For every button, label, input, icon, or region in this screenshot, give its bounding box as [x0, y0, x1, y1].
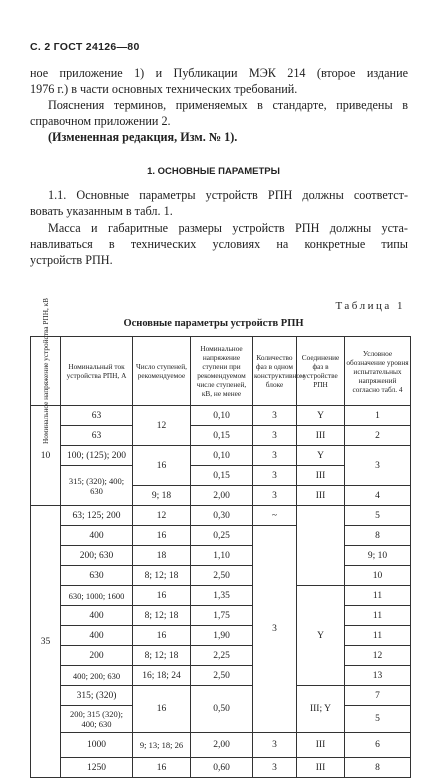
- table-row: [31, 626, 411, 646]
- table-row: [31, 733, 411, 758]
- cell-step-voltage: 0,10: [191, 406, 253, 426]
- cell-connection: III: [297, 733, 345, 758]
- cell-connection: [297, 506, 345, 586]
- table-caption: Основные параметры устройств РПН: [123, 318, 304, 329]
- text-line: 1976 г.) в части основных технических требований.: [30, 82, 298, 96]
- table-row: [31, 406, 411, 426]
- cell-current: 315; (320); 400; 630: [61, 466, 133, 506]
- cell-level: 8: [345, 526, 411, 546]
- cell-step-voltage: 0,15: [191, 466, 253, 486]
- cell-step-voltage: 0,10: [191, 446, 253, 466]
- cell-level: 1: [345, 406, 411, 426]
- header-current: Номинальный ток устройства РПН, А: [61, 337, 133, 406]
- cell-current: 400: [61, 526, 133, 546]
- cell-steps: 16: [133, 686, 191, 733]
- table-row: [31, 586, 411, 606]
- header-step-voltage: Номинальное напряжение ступени при рекомендуемом числе ступеней, кВ, не менее: [191, 337, 253, 406]
- cell-step-voltage: 2,25: [191, 646, 253, 666]
- cell-step-voltage: 1,75: [191, 606, 253, 626]
- cell-level: 5: [345, 706, 411, 733]
- cell-step-voltage: 1,35: [191, 586, 253, 606]
- header-voltage: Номинальное напряжение устройства РПН, кВ: [31, 337, 61, 406]
- cell-level: 12: [345, 646, 411, 666]
- cell-steps: 9; 13; 18; 26: [133, 733, 191, 758]
- cell-phases: 3: [253, 466, 297, 486]
- cell-phases: 3: [253, 526, 297, 733]
- cell-connection: III: [297, 486, 345, 506]
- cell-step-voltage: 0,15: [191, 426, 253, 446]
- cell-steps: 8; 12; 18: [133, 646, 191, 666]
- table-number: Таблица 1: [335, 300, 405, 312]
- cell-step-voltage: 1,90: [191, 626, 253, 646]
- text-line: ное приложение 1) и Публикации МЭК 214 (второе издание: [30, 66, 408, 80]
- table-row: [31, 506, 411, 526]
- cell-current: 630: [61, 566, 133, 586]
- cell-connection: III: [297, 758, 345, 778]
- cell-phases: 3: [253, 733, 297, 758]
- table-row: [31, 758, 411, 778]
- cell-current: 63: [61, 426, 133, 446]
- cell-level: 13: [345, 666, 411, 686]
- cell-current: 200; 315 (320); 400; 630: [61, 706, 133, 733]
- cell-step-voltage: 0,30: [191, 506, 253, 526]
- cell-level: 11: [345, 586, 411, 606]
- cell-connection: III: [297, 466, 345, 486]
- cell-current: 315; (320): [61, 686, 133, 706]
- cell-step-voltage: 0,50: [191, 686, 253, 733]
- text-line: навливаться в технических условиях на конкретные типы: [30, 237, 408, 251]
- header-phases: Количество фаз в одном конструктивном блоке: [253, 337, 297, 406]
- cell-current: 400: [61, 626, 133, 646]
- table-row: [31, 526, 411, 546]
- cell-connection: III: [297, 426, 345, 446]
- cell-voltage: 35: [31, 506, 61, 778]
- cell-level: 9; 10: [345, 546, 411, 566]
- cell-steps: 16: [133, 526, 191, 546]
- header-steps: Число ступеней, рекомендуемое: [133, 337, 191, 406]
- cell-level: 10: [345, 566, 411, 586]
- cell-step-voltage: 0,25: [191, 526, 253, 546]
- cell-current: 400: [61, 606, 133, 626]
- cell-step-voltage: 2,50: [191, 666, 253, 686]
- table-row: [31, 426, 411, 446]
- cell-step-voltage: 1,10: [191, 546, 253, 566]
- cell-steps: 18: [133, 546, 191, 566]
- cell-phases: 3: [253, 758, 297, 778]
- cell-current: 63: [61, 406, 133, 426]
- cell-steps: 16: [133, 626, 191, 646]
- cell-level: 8: [345, 758, 411, 778]
- cell-current: 200; 630: [61, 546, 133, 566]
- text-line: справочном приложении 2.: [30, 114, 171, 128]
- header-test-level: Условное обозначение уровня испытательных напряжений согласно табл. 4: [345, 337, 411, 406]
- cell-level: 6: [345, 733, 411, 758]
- cell-current: 63; 125; 200: [61, 506, 133, 526]
- cell-steps: 8; 12; 18: [133, 606, 191, 626]
- cell-step-voltage: 2,00: [191, 486, 253, 506]
- cell-step-voltage: 0,60: [191, 758, 253, 778]
- cell-steps: 12: [133, 506, 191, 526]
- cell-connection: III; Y: [297, 686, 345, 733]
- cell-level: 11: [345, 606, 411, 626]
- cell-current: 200: [61, 646, 133, 666]
- table-row: [31, 666, 411, 686]
- cell-connection: Y: [297, 406, 345, 426]
- table-row: [31, 546, 411, 566]
- cell-connection: Y: [297, 446, 345, 466]
- cell-steps: 16: [133, 586, 191, 606]
- cell-current: 1000: [61, 733, 133, 758]
- cell-phases: 3: [253, 426, 297, 446]
- header-connection: Соединение фаз в устройстве РПН: [297, 337, 345, 406]
- cell-steps: 9; 18: [133, 486, 191, 506]
- cell-phases: 3: [253, 406, 297, 426]
- cell-phases: 3: [253, 446, 297, 466]
- cell-current: 400; 200; 630: [61, 666, 133, 686]
- cell-step-voltage: 2,00: [191, 733, 253, 758]
- page-header: С. 2 ГОСТ 24126—80: [30, 41, 140, 53]
- text-line: устройств РПН.: [30, 253, 113, 267]
- cell-phases: ~: [253, 506, 297, 526]
- cell-step-voltage: 2,50: [191, 566, 253, 586]
- cell-level: 5: [345, 506, 411, 526]
- cell-steps: 16: [133, 446, 191, 486]
- cell-level: 7: [345, 686, 411, 706]
- cell-phases: 3: [253, 486, 297, 506]
- table-header-row: [31, 337, 411, 406]
- section-title: 1. ОСНОВНЫЕ ПАРАМЕТРЫ: [147, 166, 280, 177]
- cell-steps: 8; 12; 18: [133, 566, 191, 586]
- cell-level: 11: [345, 626, 411, 646]
- cell-current: 630; 1000; 1600: [61, 586, 133, 606]
- table-row: [31, 686, 411, 706]
- cell-steps: 16; 18; 24: [133, 666, 191, 686]
- cell-steps: 16: [133, 758, 191, 778]
- cell-level: 2: [345, 426, 411, 446]
- table-row: [31, 566, 411, 586]
- cell-steps: 12: [133, 406, 191, 446]
- text-line: Масса и габаритные размеры устройств РПН должны уста-: [48, 221, 408, 235]
- amendment-note: (Измененная редакция, Изм. № 1).: [48, 130, 238, 144]
- cell-level: 3: [345, 446, 411, 486]
- table-row: [31, 606, 411, 626]
- cell-voltage: 10: [31, 406, 61, 506]
- cell-current: 100; (125); 200: [61, 446, 133, 466]
- text-line: Пояснения терминов, применяемых в стандарте, приведены в: [48, 98, 408, 112]
- cell-level: 4: [345, 486, 411, 506]
- table-row: [31, 446, 411, 466]
- table-row: [31, 646, 411, 666]
- text-line: 1.1. Основные параметры устройств РПН должны соответст-: [48, 188, 408, 202]
- text-line: вовать указанным в табл. 1.: [30, 204, 173, 218]
- cell-current: 1250: [61, 758, 133, 778]
- cell-connection: Y: [297, 586, 345, 686]
